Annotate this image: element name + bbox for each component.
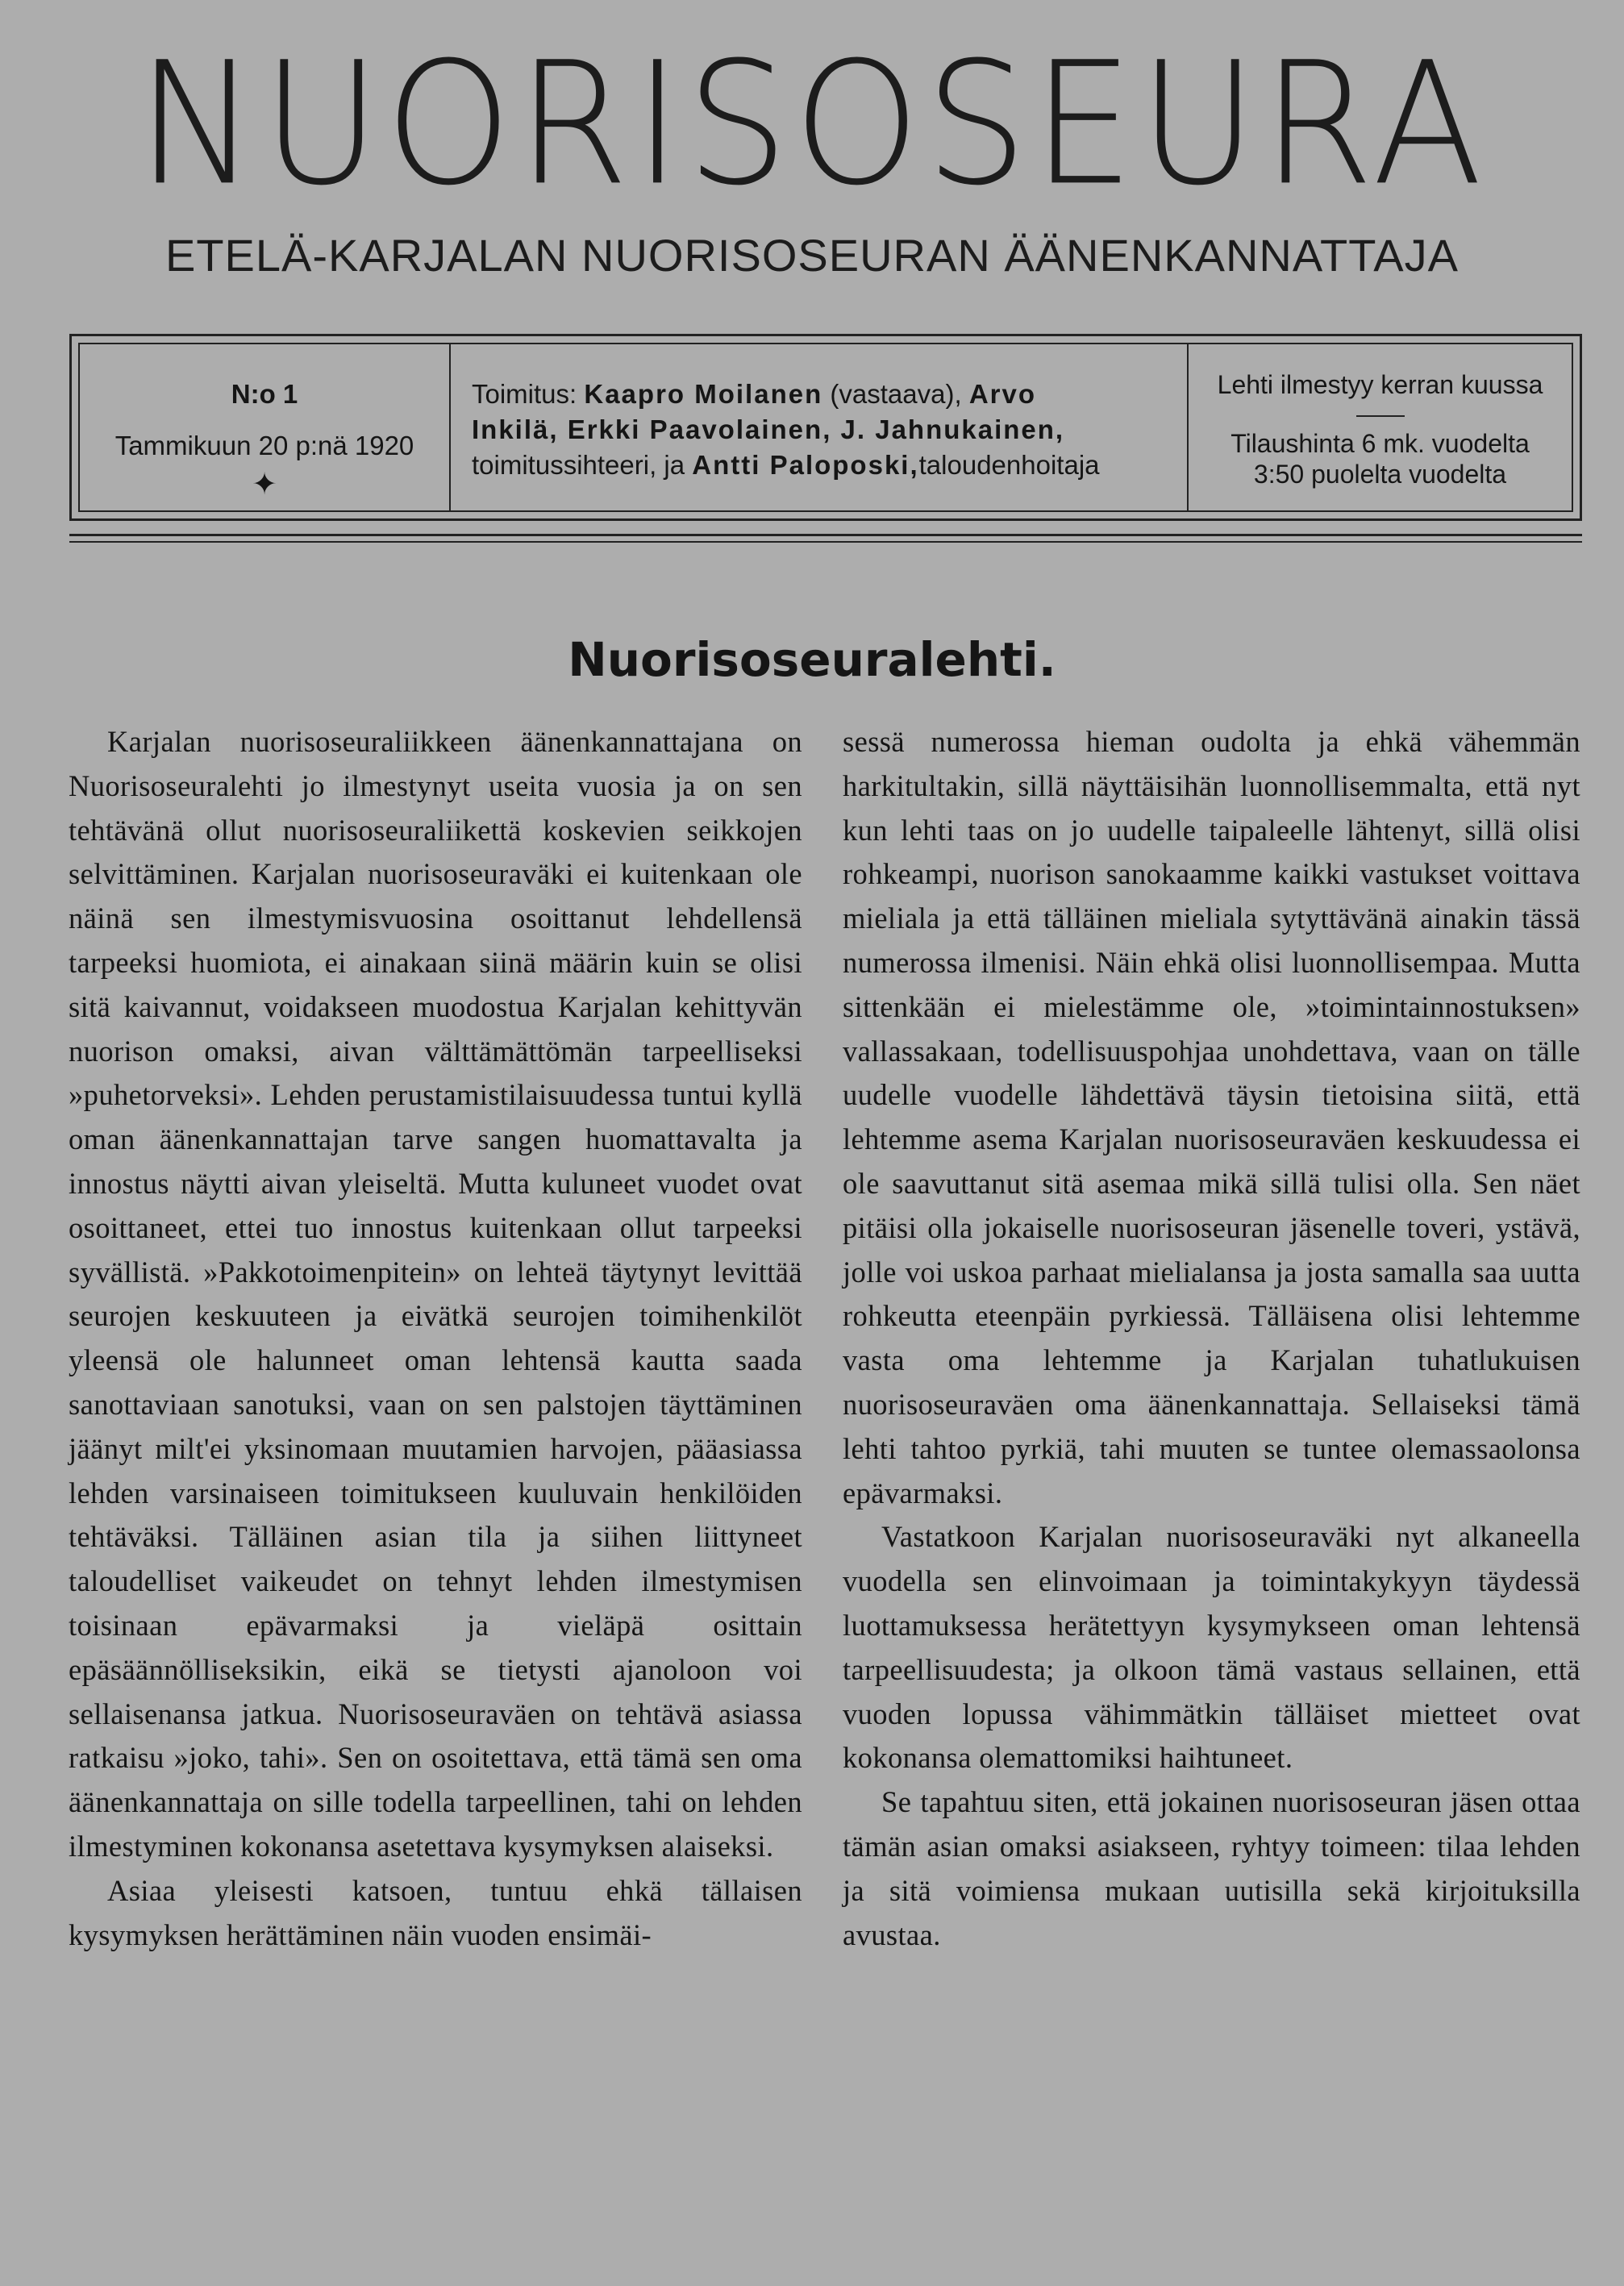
paragraph: Karjalan nuorisoseuraliikkeen äänenkannattajana on Nuorisoseuralehti jo ilmestynyt useita vuosia ja on sen tehtävänä ollut nuorisoseuraliikettä koskevien seikkojen selvittäminen. Karjalan nuorisoseuraväki ei kuitenkaan ole näinä sen ilmestymisvuosina osoittanut lehdellensä tarpeeksi huomiota, ei ainakaan siinä määrin kuin se olisi sitä kaivannut, voidakseen muodostua Karjalan kehittyvän nuorison omaksi, aivan välttämättömän tarpeelliseksi »puhetorveksi». Lehden perustamistilaisuudessa tuntui kyllä oman äänenkannattajan tarve sangen huomattavalta ja innostus näytti aivan yleiseltä. Mutta kuluneet vuodet ovat osoittaneet, ettei tuo innostus kuitenkaan ollut tarpeeksi syvällistä. »Pakkotoimenpitein» on lehteä täytynyt levittää seurojen keskuuteen ja eivätkä seurojen toimihenkilöt yleensä ole halunneet oman lehtensä kautta saada sanottaviaan sanotuksi, vaan on sen palstojen täyttäminen jäänyt milt'ei yksinomaan muutamien harvojen, pääasiassa lehden varsinaiseen toimitukseen kuuluvain henkilöiden tehtäväksi. Tälläinen asian tila ja siihen liittyneet taloudelliset vaikeudet on tehnyt lehden ilmestymisen toisinaan epävarmaksi ja vieläpä osittain epäsäännölliseksikin, eikä se tietysti ajanoloon voi sellaisenansa jatkua. Nuorisoseuraväen on tehtävä asiassa ratkaisu »joko, tahi». Sen on osoitettava, että tämä sen oma äänenkannattaja on sille todella tarpeellinen, tahi on lehden ilmestyminen kokonansa asetettava kysymyksen alaiseksi. [69, 725, 802, 1863]
issue-date: Tammikuun 20 p:nä 1920 [115, 431, 414, 460]
paragraph: sessä numerossa hieman oudolta ja ehkä vähemmän harkitultakin, sillä näyttäisihän luonnollisemmalta, että nyt kun lehti taas on jo uudelle taipaleelle lähtenyt, sillä olisi rohkeampi, nuorison sanokaamme kaikki vastukset voittava mieliala ja että tälläinen mieliala sytyttävänä ainakin tässä numerossa ilmenisi. Näin ehkä olisi luonnollisempaa. Mutta sittenkään ei mielestämme ole, »toimintainnostuksen» vallassakaan, todellisuuspohjaa unohdettava, vaan on tälle uudelle vuodelle lähdettävä täysin tietoisina siitä, että lehtemme asema Karjalan nuorisoseuraväen keskuudessa ei ole saavuttanut sitä asemaa mikä sillä tulisi olla. Sen näet pitäisi olla jokaiselle nuorisoseuran jäsenelle toveri, ystävä, jolle voi uskoa parhaat mielialansa ja josta samalla saa uutta rohkeutta eteenpäin pyrkiessä. Tälläisena olisi lehtemme vasta oma lehtemme ja Karjalan tuhatlukuisen nuorisoseuraväen oma äänenkannattaja. Sellaiseksi tämä lehti tahtoo pyrkiä, tahi muuten se tuntee olemassaolonsa epävarmaksi. [843, 725, 1580, 1509]
divider [1356, 415, 1405, 417]
masthead-title: NUORISOSEURA [136, 26, 1488, 223]
publication-info [1189, 344, 1572, 510]
subscription-price-year: Tilaushinta 6 mk. vuodelta [1230, 429, 1530, 458]
publication-frequency: Lehti ilmestyy kerran kuussa [1217, 370, 1543, 399]
issue-info [80, 344, 451, 510]
subscription-price-half-year: 3:50 puolelta vuodelta [1253, 460, 1507, 489]
article-column-right [843, 720, 1580, 1957]
issue-number: N:o 1 [231, 379, 298, 409]
editors-info [451, 344, 1189, 510]
article-column-left [69, 720, 802, 1957]
paragraph: Asiaa yleisesti katsoen, tuntuu ehkä tällaisen kysymyksen herättäminen näin vuoden ensimäi- [69, 1873, 802, 1951]
paragraph: Se tapahtuu siten, että jokainen nuorisoseuran jäsen ottaa tämän asian omaksi asiakseen, ryhtyy toimeen: tilaa lehden ja sitä voimiensa mukaan uutisilla sekä kirjoituksilla avustaa. [843, 1785, 1580, 1951]
editors-line-1: Toimitus: Kaapro Moilanen (vastaava), Arvo [472, 379, 1037, 409]
editors-line-3: toimitussihteeri, ja Antti Paloposki,taloudenhoitaja [472, 450, 1100, 480]
divider [69, 541, 1582, 543]
ornament-icon: ✦ [252, 468, 277, 502]
paragraph: Vastatkoon Karjalan nuorisoseuraväki nyt alkaneella vuodella sen elinvoimaan ja toimintakykyyn täydessä luottamuksessa herätettyyn kysymykseen oman lehtensä tarpeellisuudesta; ja olkoon tämä vastaus sellainen, että vuoden lopussa vähimmätkin tälläiset mietteet ovat kokonansa olemattomiksi haihtuneet. [843, 1520, 1580, 1775]
masthead-subtitle: ETELÄ-KARJALAN NUORISOSEURAN ÄÄNENKANNATTAJA [164, 230, 1459, 281]
article-headline: Nuorisoseuralehti. [568, 632, 1056, 687]
info-box [69, 334, 1582, 521]
divider [69, 534, 1582, 536]
editors-line-2: Inkilä, Erkki Paavolainen, J. Jahnukainen, [472, 414, 1065, 444]
